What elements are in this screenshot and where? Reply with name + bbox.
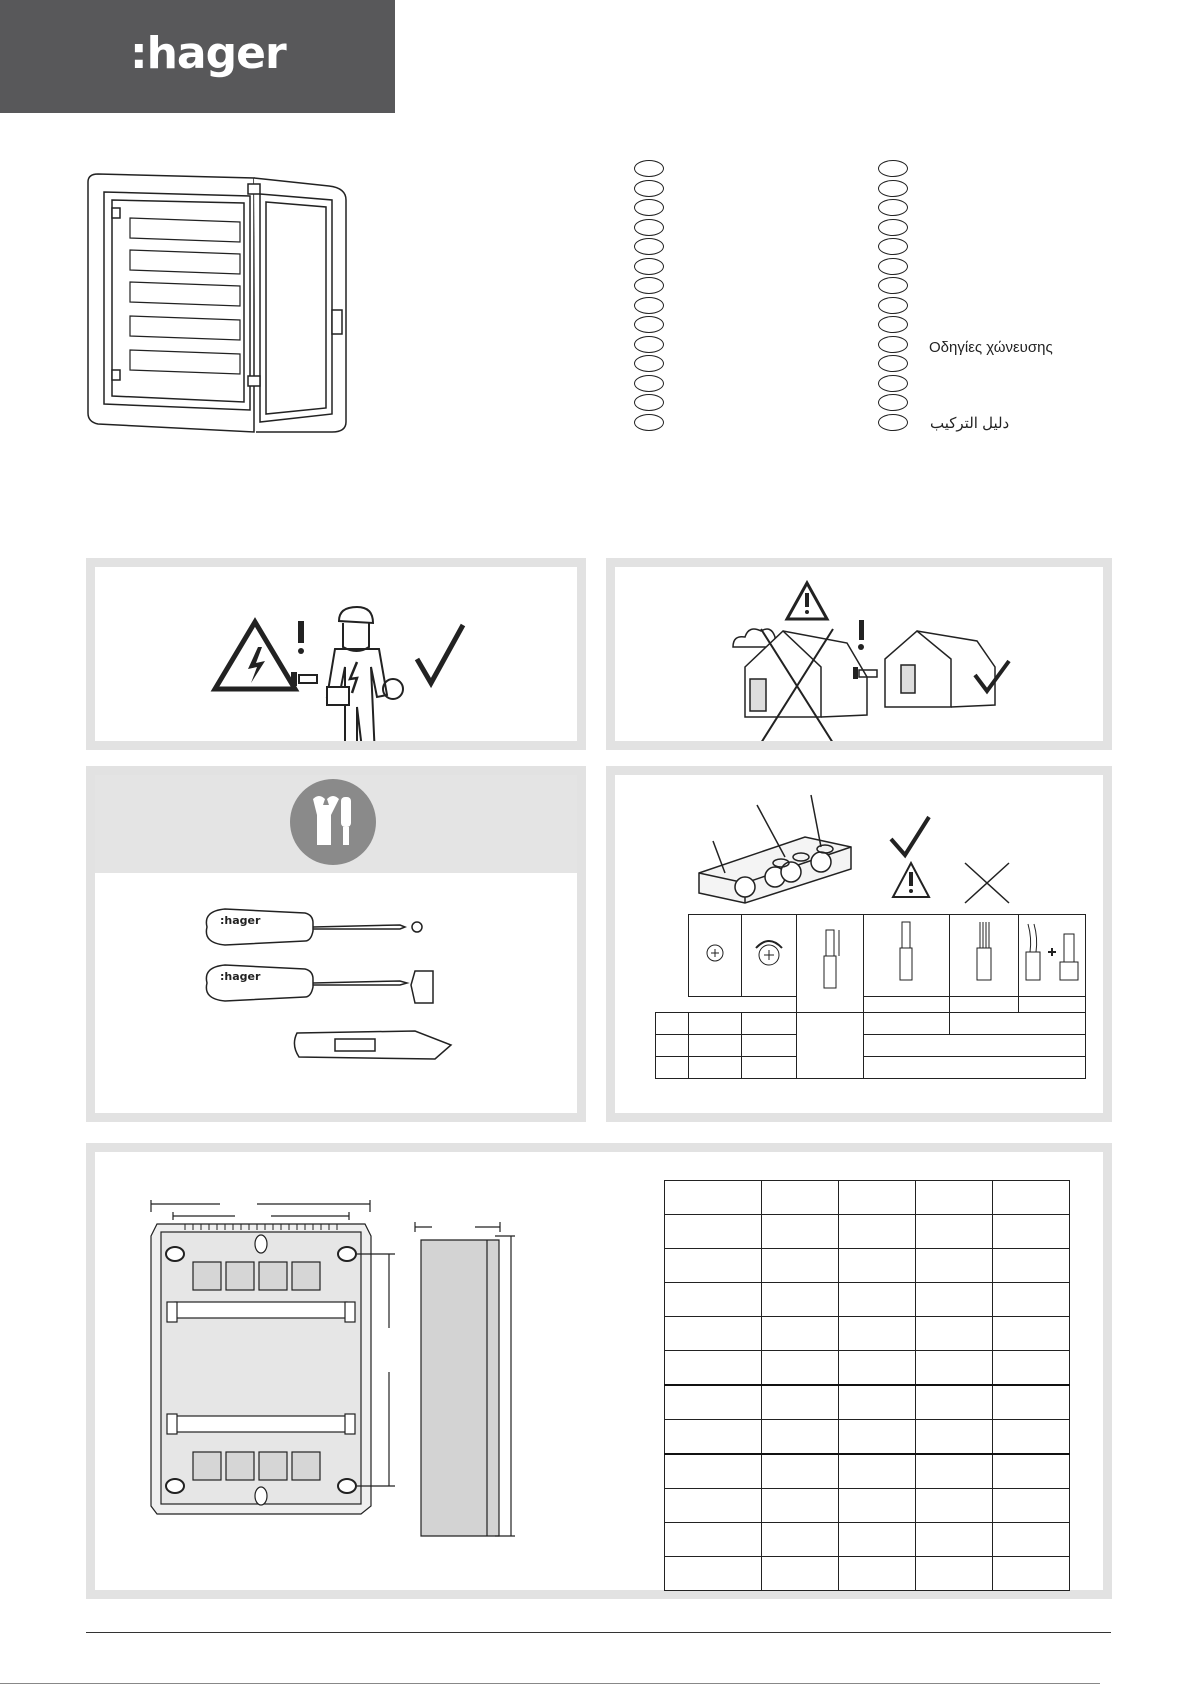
cable-knife-icon (294, 1031, 451, 1059)
table-cell (916, 1249, 993, 1283)
language-selector (878, 316, 908, 333)
language-selector (878, 375, 908, 392)
table-cell (993, 1351, 1070, 1386)
panel-qualified-installer (86, 558, 586, 750)
language-selector (878, 199, 908, 216)
table-cell (993, 1489, 1070, 1523)
table-cell (993, 1557, 1070, 1591)
table-cell (762, 1523, 839, 1557)
table-cell (762, 1317, 839, 1351)
check-mark-icon-3 (891, 817, 929, 855)
language-selector (634, 355, 664, 372)
footer-divider (86, 1632, 1111, 1633)
table-cell (993, 1420, 1070, 1455)
language-selector (878, 355, 908, 372)
table-cell (839, 1420, 916, 1455)
table-row (665, 1351, 1070, 1386)
table-row (665, 1454, 1070, 1489)
hager-logo: :hager (130, 28, 286, 79)
panel-dimensions (86, 1143, 1112, 1599)
language-selector (878, 219, 908, 236)
table-cell (762, 1351, 839, 1386)
table-cell (665, 1249, 762, 1283)
solid-wire-icon (891, 918, 921, 988)
table-row (665, 1181, 1070, 1215)
table-cell (916, 1454, 993, 1489)
table-cell (916, 1420, 993, 1455)
screwdriver-brand-label-1: :hager (220, 914, 261, 927)
table-cell (665, 1317, 762, 1351)
table-cell (665, 1385, 762, 1420)
language-selector (634, 180, 664, 197)
table-cell (762, 1454, 839, 1489)
panel-indoor-use (606, 558, 1112, 750)
table-cell (839, 1489, 916, 1523)
check-mark-icon-2 (975, 661, 1009, 691)
language-label-greek: Οδηγίες χώνευσης (929, 339, 1053, 356)
language-selector (634, 258, 664, 275)
table-cell (916, 1351, 993, 1386)
language-selector (634, 394, 664, 411)
language-selector (634, 277, 664, 294)
table-cell (762, 1420, 839, 1455)
table-cell (762, 1215, 839, 1249)
table-cell (665, 1215, 762, 1249)
panel-wiring (606, 766, 1112, 1122)
language-selector (634, 316, 664, 333)
table-cell (916, 1557, 993, 1591)
language-selector (634, 297, 664, 314)
table-cell (839, 1454, 916, 1489)
language-selector (878, 238, 908, 255)
panel-tools (86, 766, 586, 1122)
table-cell (839, 1523, 916, 1557)
table-row (665, 1215, 1070, 1249)
language-selector (878, 180, 908, 197)
language-selector (634, 160, 664, 177)
stranded-wire-icon (969, 918, 999, 988)
language-selector (634, 219, 664, 236)
table-cell (665, 1181, 762, 1215)
table-cell (665, 1489, 762, 1523)
table-cell (993, 1454, 1070, 1489)
screwdriver-brand-label-2: :hager (220, 970, 261, 983)
table-cell (665, 1557, 762, 1591)
language-selector (634, 336, 664, 353)
language-selector (634, 199, 664, 216)
table-cell (762, 1489, 839, 1523)
table-cell (916, 1523, 993, 1557)
table-cell (839, 1557, 916, 1591)
language-selector (634, 238, 664, 255)
language-selector (878, 394, 908, 411)
language-label-arabic: دليل التركيب (930, 415, 1010, 432)
table-row (665, 1249, 1070, 1283)
table-cell (762, 1249, 839, 1283)
language-list-right (876, 160, 910, 435)
table-row (665, 1523, 1070, 1557)
language-selector (878, 414, 908, 431)
language-selector (634, 375, 664, 392)
table-cell (839, 1283, 916, 1317)
table-row (665, 1283, 1070, 1317)
table-cell (993, 1249, 1070, 1283)
tools-icon (290, 779, 376, 865)
table-cell (665, 1351, 762, 1386)
table-cell (665, 1283, 762, 1317)
table-cell (665, 1454, 762, 1489)
language-selector (878, 160, 908, 177)
table-cell (839, 1351, 916, 1386)
table-cell (839, 1385, 916, 1420)
table-cell (839, 1181, 916, 1215)
wiring-table (655, 914, 1086, 1079)
table-row (665, 1385, 1070, 1420)
screw-icon (700, 938, 730, 968)
table-cell (916, 1489, 993, 1523)
table-cell (993, 1385, 1070, 1420)
table-cell (665, 1523, 762, 1557)
language-selector (878, 258, 908, 275)
table-cell (839, 1317, 916, 1351)
table-cell (762, 1283, 839, 1317)
table-cell (839, 1215, 916, 1249)
table-cell (762, 1181, 839, 1215)
table-cell (916, 1385, 993, 1420)
torque-rotate-icon (752, 936, 786, 970)
language-selector (878, 336, 908, 353)
table-cell (916, 1283, 993, 1317)
table-row (665, 1317, 1070, 1351)
table-cell (916, 1317, 993, 1351)
language-selector (634, 414, 664, 431)
table-cell (993, 1215, 1070, 1249)
check-mark-icon (417, 625, 463, 683)
cross-icon-2 (965, 863, 1009, 903)
table-cell (762, 1385, 839, 1420)
table-cell (993, 1181, 1070, 1215)
table-cell (993, 1523, 1070, 1557)
table-cell (839, 1249, 916, 1283)
page-bottom-line (0, 1683, 1100, 1684)
dimensions-table (664, 1180, 1070, 1591)
table-cell (916, 1181, 993, 1215)
strip-length-icon (815, 926, 845, 996)
table-row (665, 1489, 1070, 1523)
table-cell (762, 1557, 839, 1591)
ferrule-wire-icon (1020, 918, 1084, 988)
table-cell (993, 1283, 1070, 1317)
enclosure-illustration (84, 170, 359, 435)
table-cell (993, 1317, 1070, 1351)
language-list-left (632, 160, 666, 435)
language-selector (878, 277, 908, 294)
language-selector (878, 297, 908, 314)
table-row (665, 1557, 1070, 1591)
table-cell (665, 1420, 762, 1455)
table-cell (916, 1215, 993, 1249)
table-row (665, 1420, 1070, 1455)
